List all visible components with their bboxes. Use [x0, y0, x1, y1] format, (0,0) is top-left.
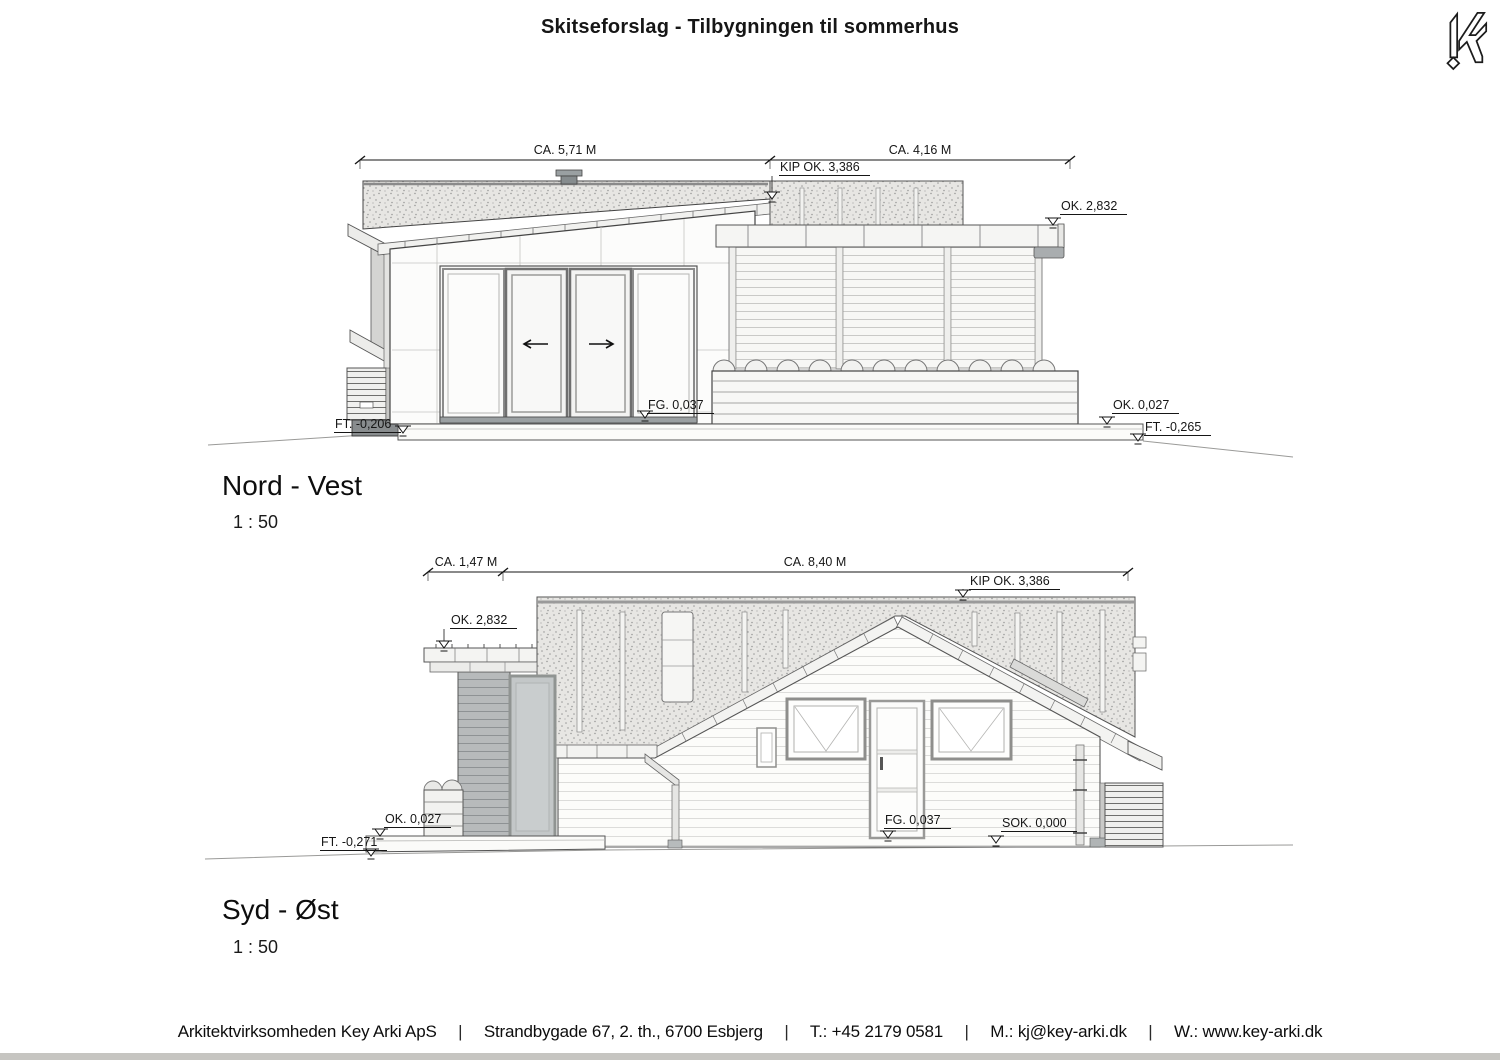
footer	[0, 1022, 1500, 1042]
door-sill	[440, 417, 697, 423]
annex-wall	[458, 672, 510, 837]
level-label-foundation: FT. -0,265	[1144, 420, 1211, 436]
level-label-kip: KIP OK. 3,386	[779, 160, 870, 176]
level-label-roof: OK. 2,832	[1060, 199, 1127, 215]
footer-company: Arkitektvirksomheden Key Arki ApS	[177, 1022, 437, 1041]
page-title: Skitseforslag - Tilbygningen til sommerhus	[540, 16, 960, 38]
deck-slab	[398, 424, 1143, 440]
annex-planter	[424, 780, 463, 837]
dimension-label: CA. 4,16 M	[888, 143, 952, 157]
elevation-title: Syd - Øst	[222, 894, 339, 925]
footer-email: M.: kj@key-arki.dk	[990, 1022, 1127, 1041]
footer-separator: |	[1148, 1022, 1153, 1041]
level-label-roof: OK. 2,832	[450, 613, 517, 629]
door-handle	[880, 757, 883, 770]
level-label-deck: OK. 0,027	[1112, 398, 1179, 414]
roof-vent	[556, 170, 582, 176]
elevation-title: Nord - Vest	[222, 470, 363, 501]
rear-roof-band	[770, 181, 963, 228]
level-label-floor: FG. 0,037	[884, 813, 951, 829]
level-label-plinth: SOK. 0,000	[1001, 816, 1077, 832]
footer-website: W.: www.key-arki.dk	[1174, 1022, 1323, 1041]
level-label-floor: FG. 0,037	[647, 398, 714, 414]
gutter-end	[1128, 741, 1162, 770]
footer-phone: T.: +45 2179 0581	[809, 1022, 944, 1041]
level-label-deck: OK. 0,027	[384, 812, 451, 828]
dimension-label: CA. 1,47 M	[434, 555, 498, 569]
dimension-chain	[355, 156, 1075, 169]
annex-roof	[424, 648, 537, 662]
window-left	[787, 699, 865, 759]
annex	[424, 644, 555, 837]
pergola-beam	[716, 225, 1064, 247]
footer-separator: |	[784, 1022, 789, 1041]
elevation-scale: 1 : 50	[233, 512, 279, 532]
level-label-kip: KIP OK. 3,386	[969, 574, 1060, 590]
pergola	[716, 224, 1064, 369]
deck-slab	[366, 836, 605, 852]
level-label-foundation: FT. -0,206	[334, 417, 401, 433]
dimension-label: CA. 5,71 M	[533, 143, 597, 157]
window-right	[932, 701, 1011, 759]
elevation-scale: 1 : 50	[233, 937, 279, 957]
roof-chimney	[662, 612, 693, 702]
far-eave-brackets	[1133, 637, 1146, 671]
page-bottom-edge	[0, 1053, 1500, 1060]
footer-separator: |	[458, 1022, 463, 1041]
elevation-syd-oest	[205, 568, 1293, 859]
downpipe-stub	[1034, 247, 1064, 258]
dimension-label: CA. 8,40 M	[783, 555, 847, 569]
footer-separator: |	[964, 1022, 969, 1041]
louver-stack	[1105, 783, 1163, 847]
planter	[712, 360, 1078, 424]
level-label-foundation: FT. -0,271	[320, 835, 387, 851]
footer-address: Strandbygade 67, 2. th., 6700 Esbjerg	[483, 1022, 763, 1041]
